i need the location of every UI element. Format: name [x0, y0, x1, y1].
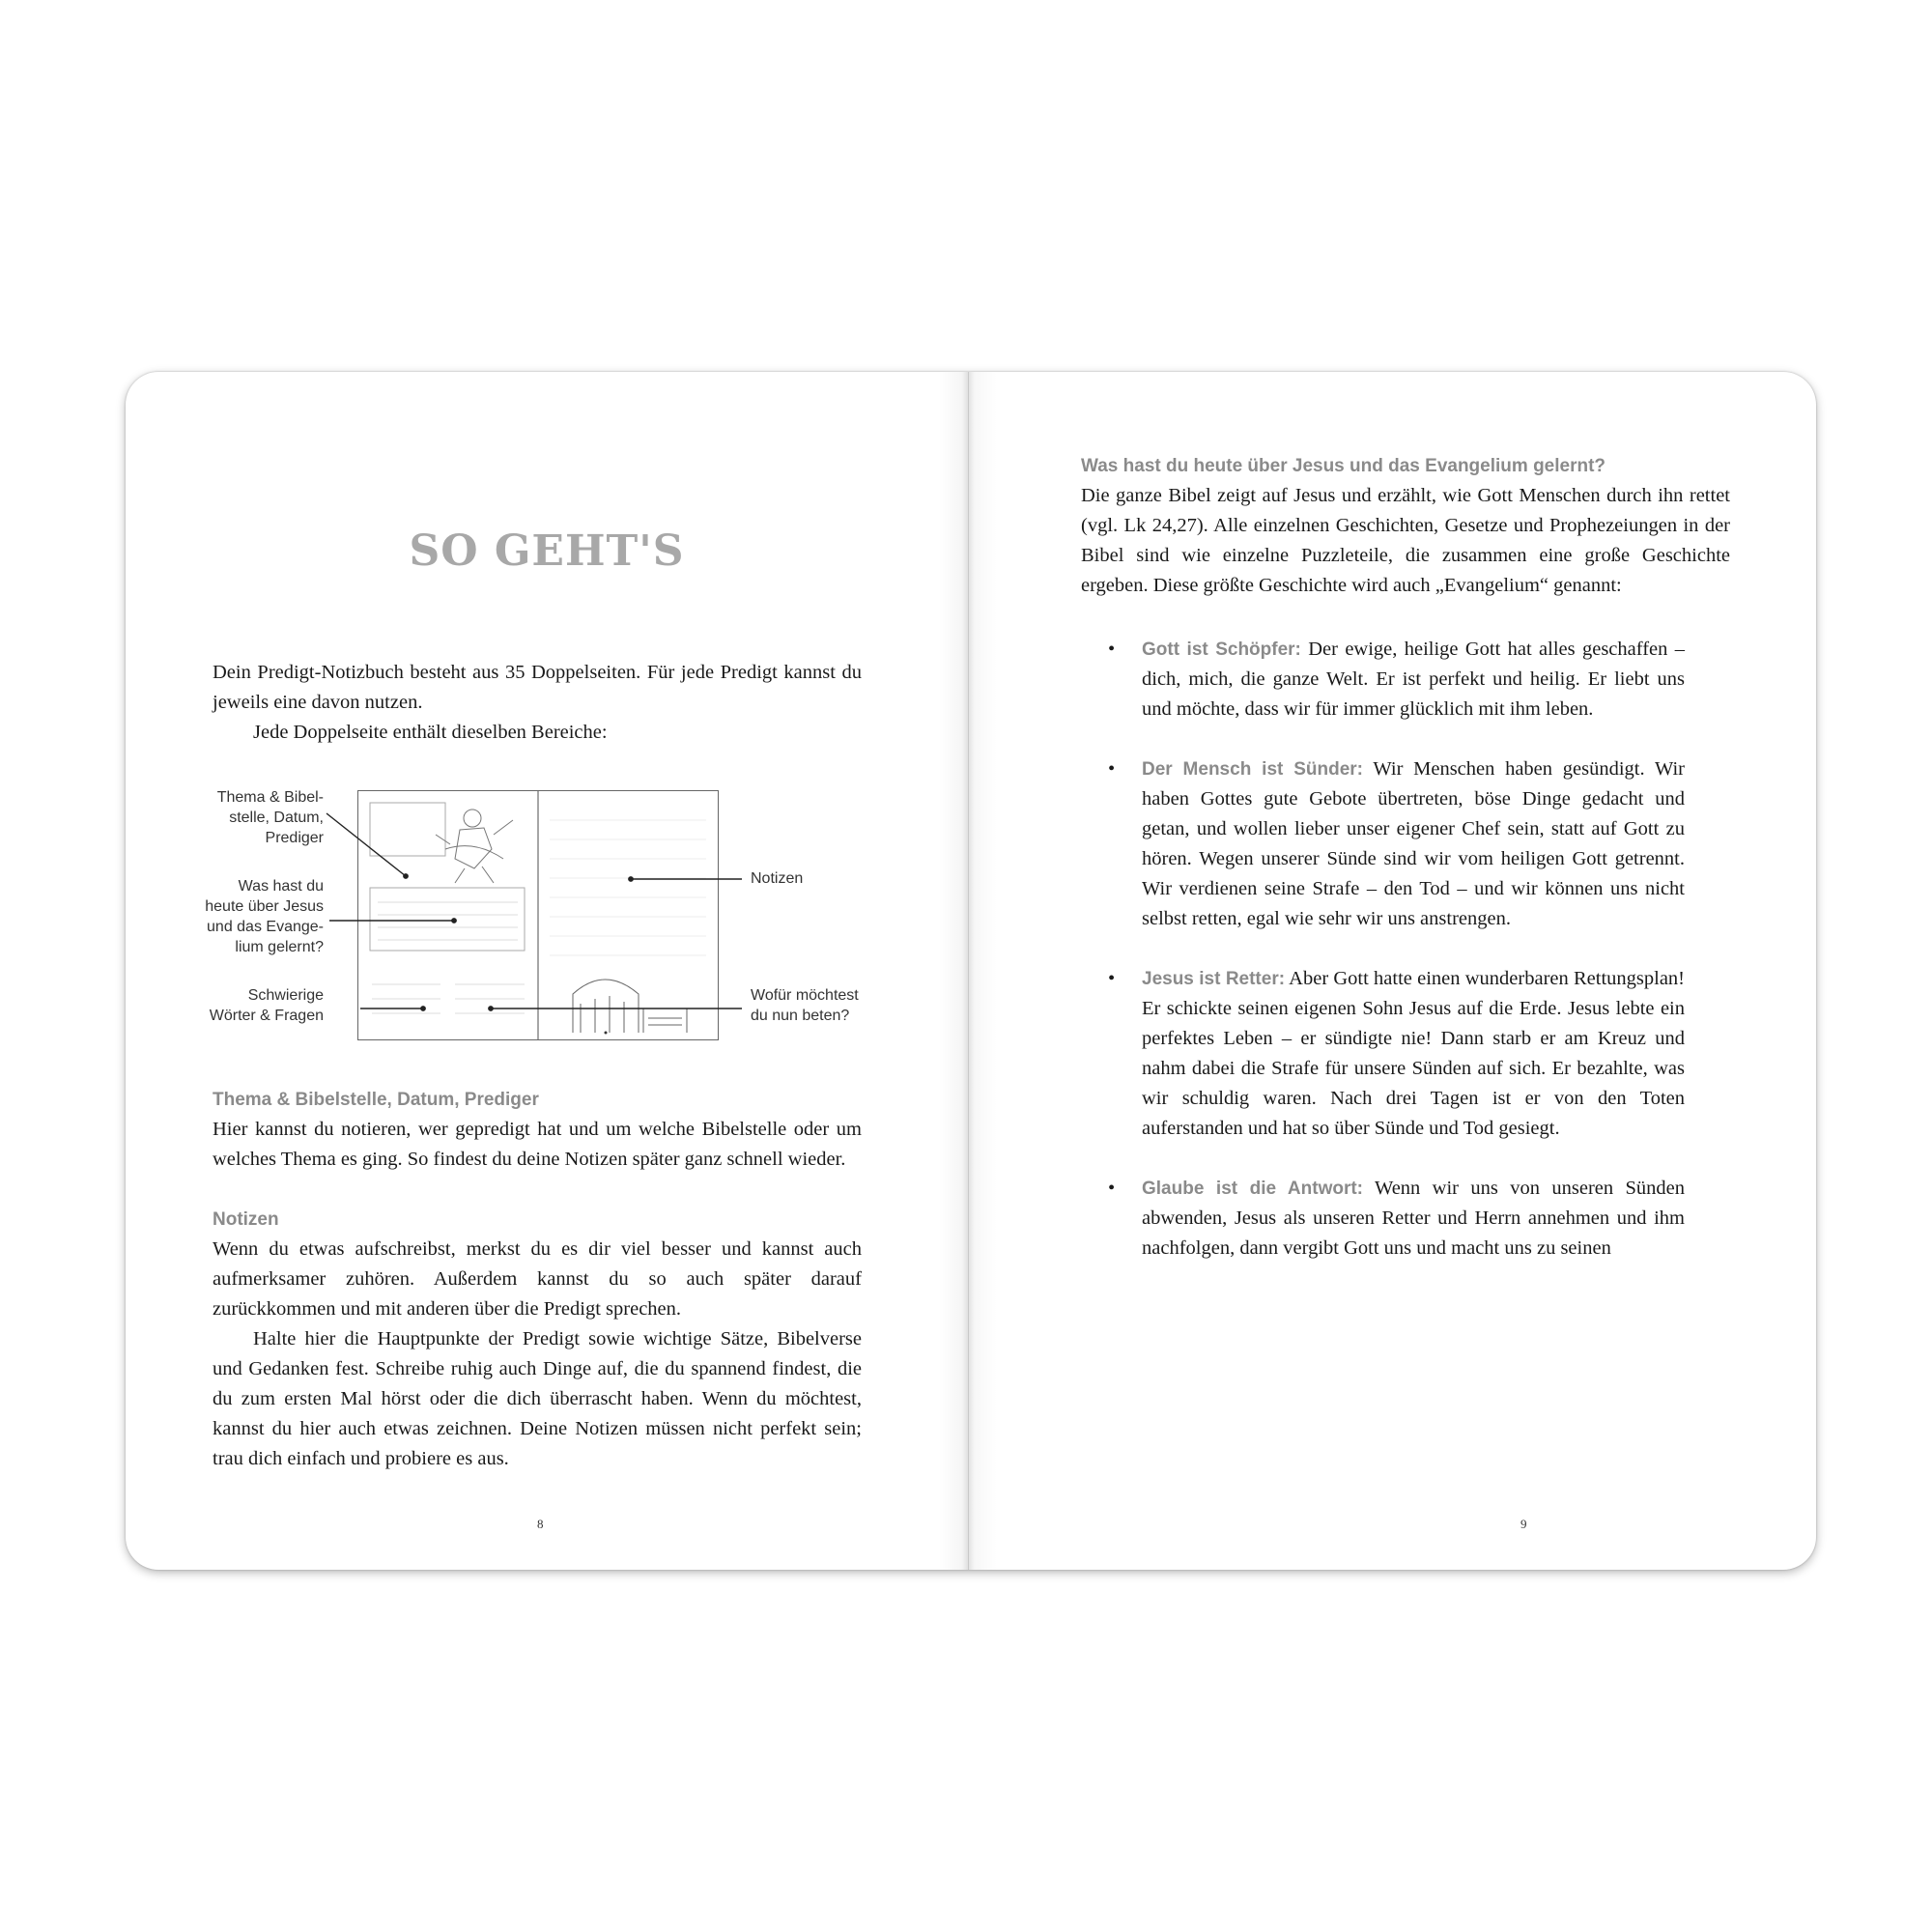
intro-paragraph-2: Jede Doppelseite enthält dieselben Bereiche: [253, 722, 608, 743]
gospel-list-container [1108, 635, 1685, 1293]
page-number-left: 8 [537, 1517, 544, 1531]
section-notizen [213, 1205, 862, 1474]
section-thema-heading: Thema & Bibelstelle, Datum, Prediger [213, 1090, 539, 1110]
section-notizen-text-1: Wenn du etwas aufschreibst, merkst du es dir viel besser und kannst auch aufmerksamer zuhören. Außerdem kannst du so auch später darauf zurückkommen und mit anderen über die Predigt sprechen. [213, 1238, 862, 1320]
gospel-point-3-text: Aber Gott hatte einen wunderbaren Rettungsplan! Er schickte seinen eigenen Sohn Jesus auf die Erde. Jesus lebte ein perfektes Leben – er sündigte nie! Dann starb er am Kreuz und nahm dabei die Strafe für unsere Sünden auf sich. Er bezahlte, was wir schuldig waren. Nach drei Tagen ist er von den Toten auferstanden und hat so über Sünde und Tod gesiegt. [1142, 968, 1686, 1139]
bullet-icon: • [1108, 1178, 1116, 1199]
gospel-point-4 [1108, 1174, 1685, 1264]
diagram-label-beten: Wofür möchtest du nun beten? [751, 987, 859, 1024]
page-number-right: 9 [1520, 1517, 1527, 1531]
gospel-point-1 [1108, 635, 1685, 724]
diagram-label-gelernt: Was hast du heute über Jesus und das Evange- lium gelernt? [205, 878, 324, 955]
left-page [126, 372, 968, 1570]
gospel-point-2-keyword: Der Mensch ist Sünder: [1142, 759, 1363, 780]
gospel-list [1108, 635, 1685, 1264]
diagram-label-woerter: Schwierige Wörter & Fragen [209, 987, 324, 1024]
intro-paragraph-1: Dein Predigt-Notizbuch besteht aus 35 Doppelseiten. Für jede Predigt kannst du jeweils eine davon nutzen. [213, 662, 862, 713]
evangelium-intro-text: Die ganze Bibel zeigt auf Jesus und erzählt, wie Gott Menschen durch ihn rettet (vgl. Lk 24,27). Alle einzelnen Geschichten, Gesetze und Prophezeiungen in der Bibel sind wie einzelne Puzzleteile, die zusammen eine große Geschichte ergeben. Diese größte Geschichte wird auch „Evangelium“ genannt: [1081, 485, 1730, 596]
bullet-icon: • [1108, 639, 1116, 660]
gospel-point-3 [1108, 964, 1685, 1144]
book-spread [126, 372, 1816, 1570]
right-page [968, 372, 1816, 1570]
diagram-leader-lines [126, 372, 968, 1106]
bullet-icon: • [1108, 968, 1116, 989]
gospel-point-2-text: Wir Menschen haben gesündigt. Wir haben Gottes gute Gebote übertreten, böse Dinge gedacht und getan, und wollen lieber unser eigener Chef sein, statt auf Gott zu hören. Wegen unserer Sünde sind wir vom heiligen Gott getrennt. Wir verdienen seine Strafe – den Tod – und wir können uns nicht selbst retten, egal wie sehr wir uns anstrengen. [1142, 758, 1685, 929]
page-title: SO GEHT'S [409, 526, 685, 576]
section-notizen-text-2: Halte hier die Hauptpunkte der Predigt sowie wichtige Sätze, Bibelverse und Gedanken fest. Schreibe ruhig auch Dinge auf, die du spannend findest, die du zum ersten Mal hörst oder die dich überrascht haben. Wenn du möchtest, kannst du hier auch etwas zeichnen. Deine Notizen müssen nicht perfekt sein; trau dich einfach und probiere es aus. [213, 1328, 862, 1469]
gospel-point-4-text: Wenn wir uns von unseren Sünden abwenden, Jesus als unseren Retter und Herrn annehmen und ihm nachfolgen, dann vergibt Gott uns und macht uns zu seinen [1142, 1178, 1685, 1259]
gospel-point-4-keyword: Glaube ist die Antwort: [1142, 1179, 1363, 1199]
section-notizen-heading: Notizen [213, 1209, 279, 1230]
gospel-point-2 [1108, 754, 1685, 934]
gospel-point-3-keyword: Jesus ist Retter: [1142, 969, 1286, 989]
evangelium-heading: Was hast du heute über Jesus und das Evangelium gelernt? [1081, 456, 1606, 476]
gospel-point-1-keyword: Gott ist Schöpfer: [1142, 639, 1301, 660]
bullet-icon: • [1108, 758, 1116, 780]
gospel-point-1-text: Der ewige, heilige Gott hat alles geschaffen – dich, mich, die ganze Welt. Er ist perfekt und heilig. Er liebt uns und möchte, dass wir für immer glücklich mit ihm leben. [1142, 639, 1685, 720]
evangelium-intro [1081, 451, 1730, 601]
section-thema [213, 1085, 862, 1175]
section-thema-text: Hier kannst du notieren, wer gepredigt hat und um welche Bibelstelle oder um welches Thema es ging. So findest du deine Notizen später ganz schnell wieder. [213, 1119, 862, 1170]
diagram-label-notizen: Notizen [751, 870, 804, 887]
diagram-label-thema: Thema & Bibel- stelle, Datum, Prediger [216, 789, 324, 846]
